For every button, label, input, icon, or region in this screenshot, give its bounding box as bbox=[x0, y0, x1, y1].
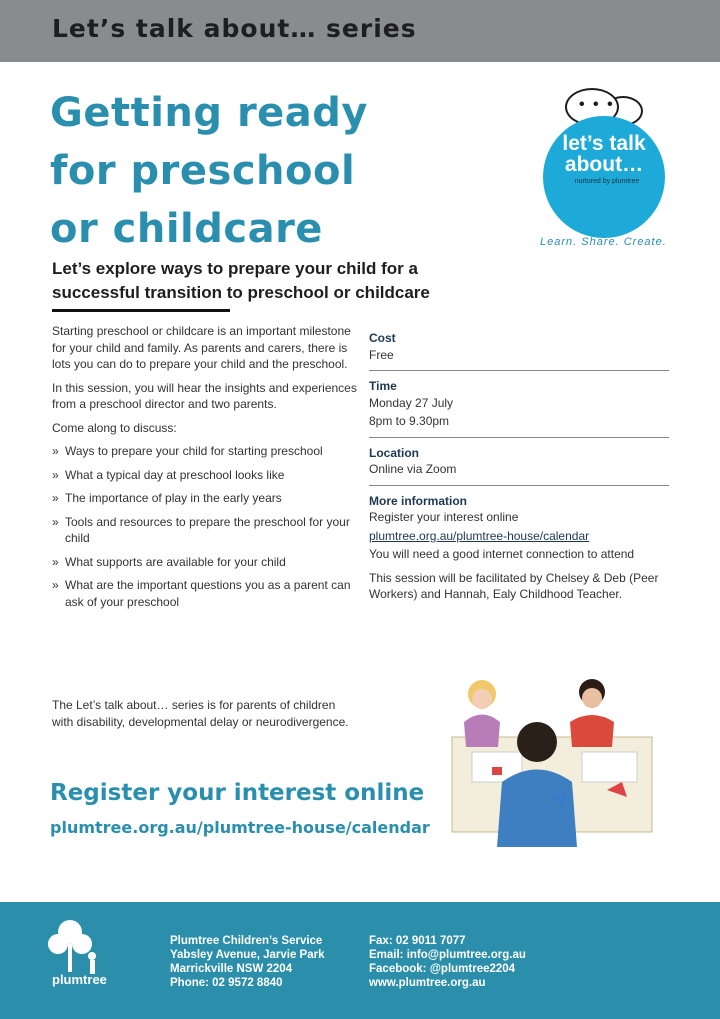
logo-text-line-3: nurtured by plumtree bbox=[574, 178, 640, 185]
discussion-list bbox=[52, 443, 357, 610]
series-title: Let’s talk about… series bbox=[52, 14, 417, 43]
event-details bbox=[369, 330, 669, 617]
logo-dots: • • • bbox=[579, 96, 615, 113]
footer-address: Plumtree Children’s Service Yabsley Avenue, Jarvie Park Marrickville NSW 2204 Phone: 02 9572 8840 bbox=[170, 935, 325, 989]
logo-text-line-2: about… bbox=[564, 153, 644, 176]
facilitators-text: This session will be facilitated by Chelsey & Deb (Peer Workers) and Hannah, Ealy Childhood Teacher. bbox=[369, 570, 659, 601]
more-info-label: More information bbox=[369, 493, 467, 508]
plumtree-wordmark: plumtree bbox=[52, 972, 107, 987]
bullet-icon: » bbox=[52, 514, 59, 529]
calendar-link[interactable]: plumtree.org.au/plumtree-house/calendar bbox=[369, 528, 590, 543]
location-label: Location bbox=[369, 445, 419, 460]
register-heading: Register your interest online bbox=[50, 780, 425, 806]
footer bbox=[0, 902, 720, 1019]
intro-paragraph: In this session, you will hear the insights and experiences from a preschool director and two parents. bbox=[52, 380, 357, 411]
cost-label: Cost bbox=[369, 331, 396, 345]
lets-talk-logo bbox=[543, 88, 673, 248]
title-line-3: or childcare bbox=[50, 206, 323, 252]
location-block bbox=[369, 445, 669, 486]
facebook-link[interactable]: Facebook: @plumtree2204 bbox=[369, 963, 516, 975]
list-item: » Tools and resources to prepare the preschool for your child bbox=[52, 514, 350, 545]
list-item: » What a typical day at preschool looks like bbox=[52, 467, 285, 482]
time-block bbox=[369, 378, 669, 438]
cost-value: Free bbox=[369, 347, 394, 362]
bullet-icon: » bbox=[52, 554, 59, 569]
subtitle: Let’s explore ways to prepare your child for a successful transition to preschool or childcare bbox=[52, 259, 430, 302]
title-line-2: for preschool bbox=[50, 148, 356, 194]
intro-column bbox=[52, 323, 357, 617]
more-info-note: You will need a good internet connection to attend bbox=[369, 547, 635, 561]
footer-contact: Fax: 02 9011 7077 Email: info@plumtree.org.au Facebook: @plumtree2204 www.plumtree.org.au bbox=[369, 935, 526, 989]
website-link[interactable]: www.plumtree.org.au bbox=[369, 977, 486, 989]
more-info-text: Register your interest online bbox=[369, 510, 519, 524]
email-link[interactable]: Email: info@plumtree.org.au bbox=[369, 949, 526, 961]
intro-paragraph: Starting preschool or childcare is an important milestone for your child and family. As parents and carers, there is lots you can do to prepare your child and the preschool. bbox=[52, 324, 351, 371]
list-item: » The importance of play in the early years bbox=[52, 491, 282, 505]
time-hours: 8pm to 9.30pm bbox=[369, 414, 450, 428]
children-playing-illustration bbox=[432, 672, 672, 847]
logo-text-line-1: let’s talk bbox=[562, 132, 646, 155]
list-item: » What supports are available for your child bbox=[52, 554, 286, 569]
list-item: » Ways to prepare your child for starting preschool bbox=[52, 444, 323, 458]
title-line-1: Getting ready bbox=[50, 90, 369, 136]
bullet-icon: » bbox=[52, 444, 59, 458]
time-label: Time bbox=[369, 379, 397, 393]
page-title bbox=[50, 84, 450, 258]
series-note: The Let’s talk about… series is for parents of children with disability, developmental delay or neurodivergence. bbox=[52, 698, 349, 729]
location-value: Online via Zoom bbox=[369, 462, 457, 476]
series-banner bbox=[0, 0, 720, 62]
more-info-block bbox=[369, 493, 669, 610]
cost-block bbox=[369, 330, 669, 371]
bullet-icon: » bbox=[52, 491, 59, 505]
logo-tagline: Learn. Share. Create. bbox=[540, 236, 667, 248]
divider bbox=[52, 309, 230, 312]
register-url[interactable]: plumtree.org.au/plumtree-house/calendar bbox=[50, 818, 430, 837]
bullet-icon: » bbox=[52, 467, 59, 482]
time-day: Monday 27 July bbox=[369, 395, 454, 410]
bullet-icon: » bbox=[52, 578, 59, 592]
intro-paragraph: Come along to discuss: bbox=[52, 420, 177, 435]
list-item: » What are the important questions you as a parent can ask of your preschool bbox=[52, 578, 351, 609]
